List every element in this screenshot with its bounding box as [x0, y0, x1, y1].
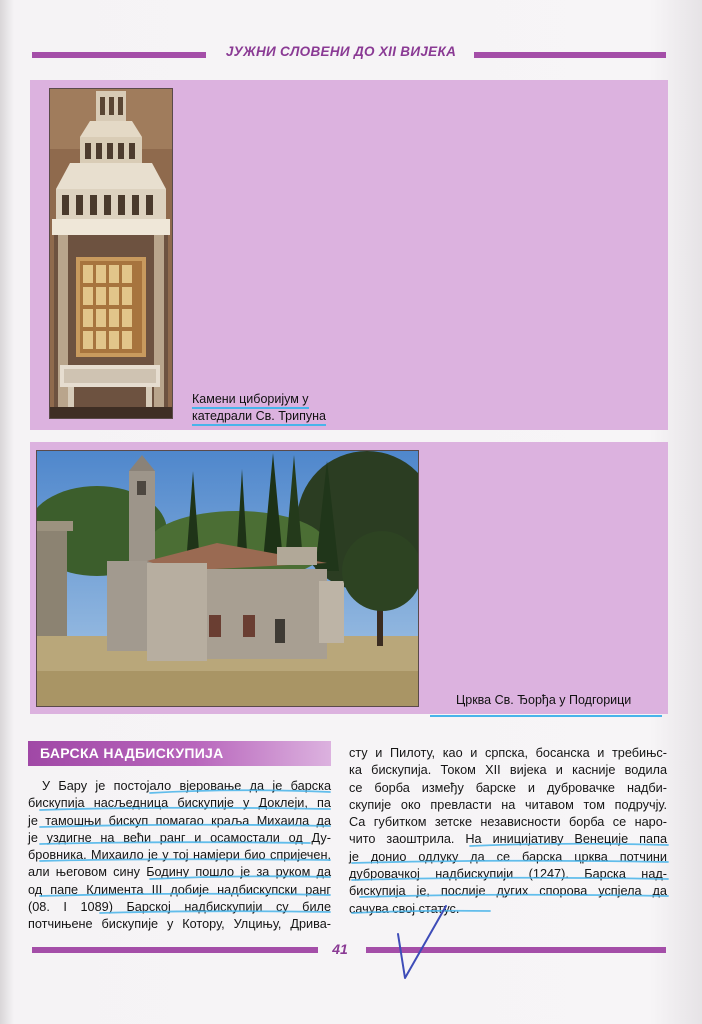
text-line: У Бару је постојало вјеровање да је барска: [42, 779, 331, 793]
text-line: али његовом сину Бодину пошло је за руком да: [28, 865, 331, 880]
text-line: је донио одлуку да се барска црква потчини: [349, 849, 667, 864]
caption-line: Камени циборијум у: [192, 392, 309, 409]
text-line: дубровачкој надбискупији (1247). Барска над-: [349, 867, 667, 882]
text-line: (08. I 1089) Барској надбискупији су биле: [28, 900, 331, 915]
text-line: чито заоштрила. На иницијативу Венеције папа: [349, 832, 667, 847]
page-number: 41: [332, 941, 348, 957]
chapter-title: ЈУЖНИ СЛОВЕНИ ДО XII ВИЈЕКА: [225, 44, 457, 59]
text-line: сачува свој статус.: [349, 901, 460, 916]
text-line: сту и Пилоту, као и српска, босанска и требињс-: [349, 746, 667, 760]
text-line: потчињене бискупије у Котору, Улцињу, Дрива-: [28, 917, 331, 932]
caption-line: Црква Св. Ђорђа у Подгорици: [456, 693, 632, 707]
caption-line: катедрали Св. Трипуна: [192, 409, 326, 426]
text-line: је уздигне на већи ранг и осамостали од Ду-: [28, 830, 331, 845]
text-line: Са губитком зетске независности борба се наро-: [349, 815, 667, 830]
text-line: од папе Климента III добије надбискупски ранг: [28, 882, 331, 897]
text-line: ка бискупија. Током XII вијека и касније водила: [349, 763, 667, 778]
text-line: скупије око превласти на читавом том подручју.: [349, 797, 667, 812]
text-line: се борба између барске и дубровачке надби-: [349, 780, 667, 795]
section-heading: БАРСКА НАДБИСКУПИЈА: [40, 745, 224, 761]
text-line: бискупија насљедница бискупије у Доклеји, па: [28, 796, 331, 811]
text-line: бискупија је, послије дугих спорова успјела да: [349, 884, 667, 899]
text-line: бровника. Михаило је у тој намјери био спријечен,: [28, 848, 331, 863]
text-line: је тамошњи бискуп помагао краља Михаила да: [28, 813, 331, 828]
